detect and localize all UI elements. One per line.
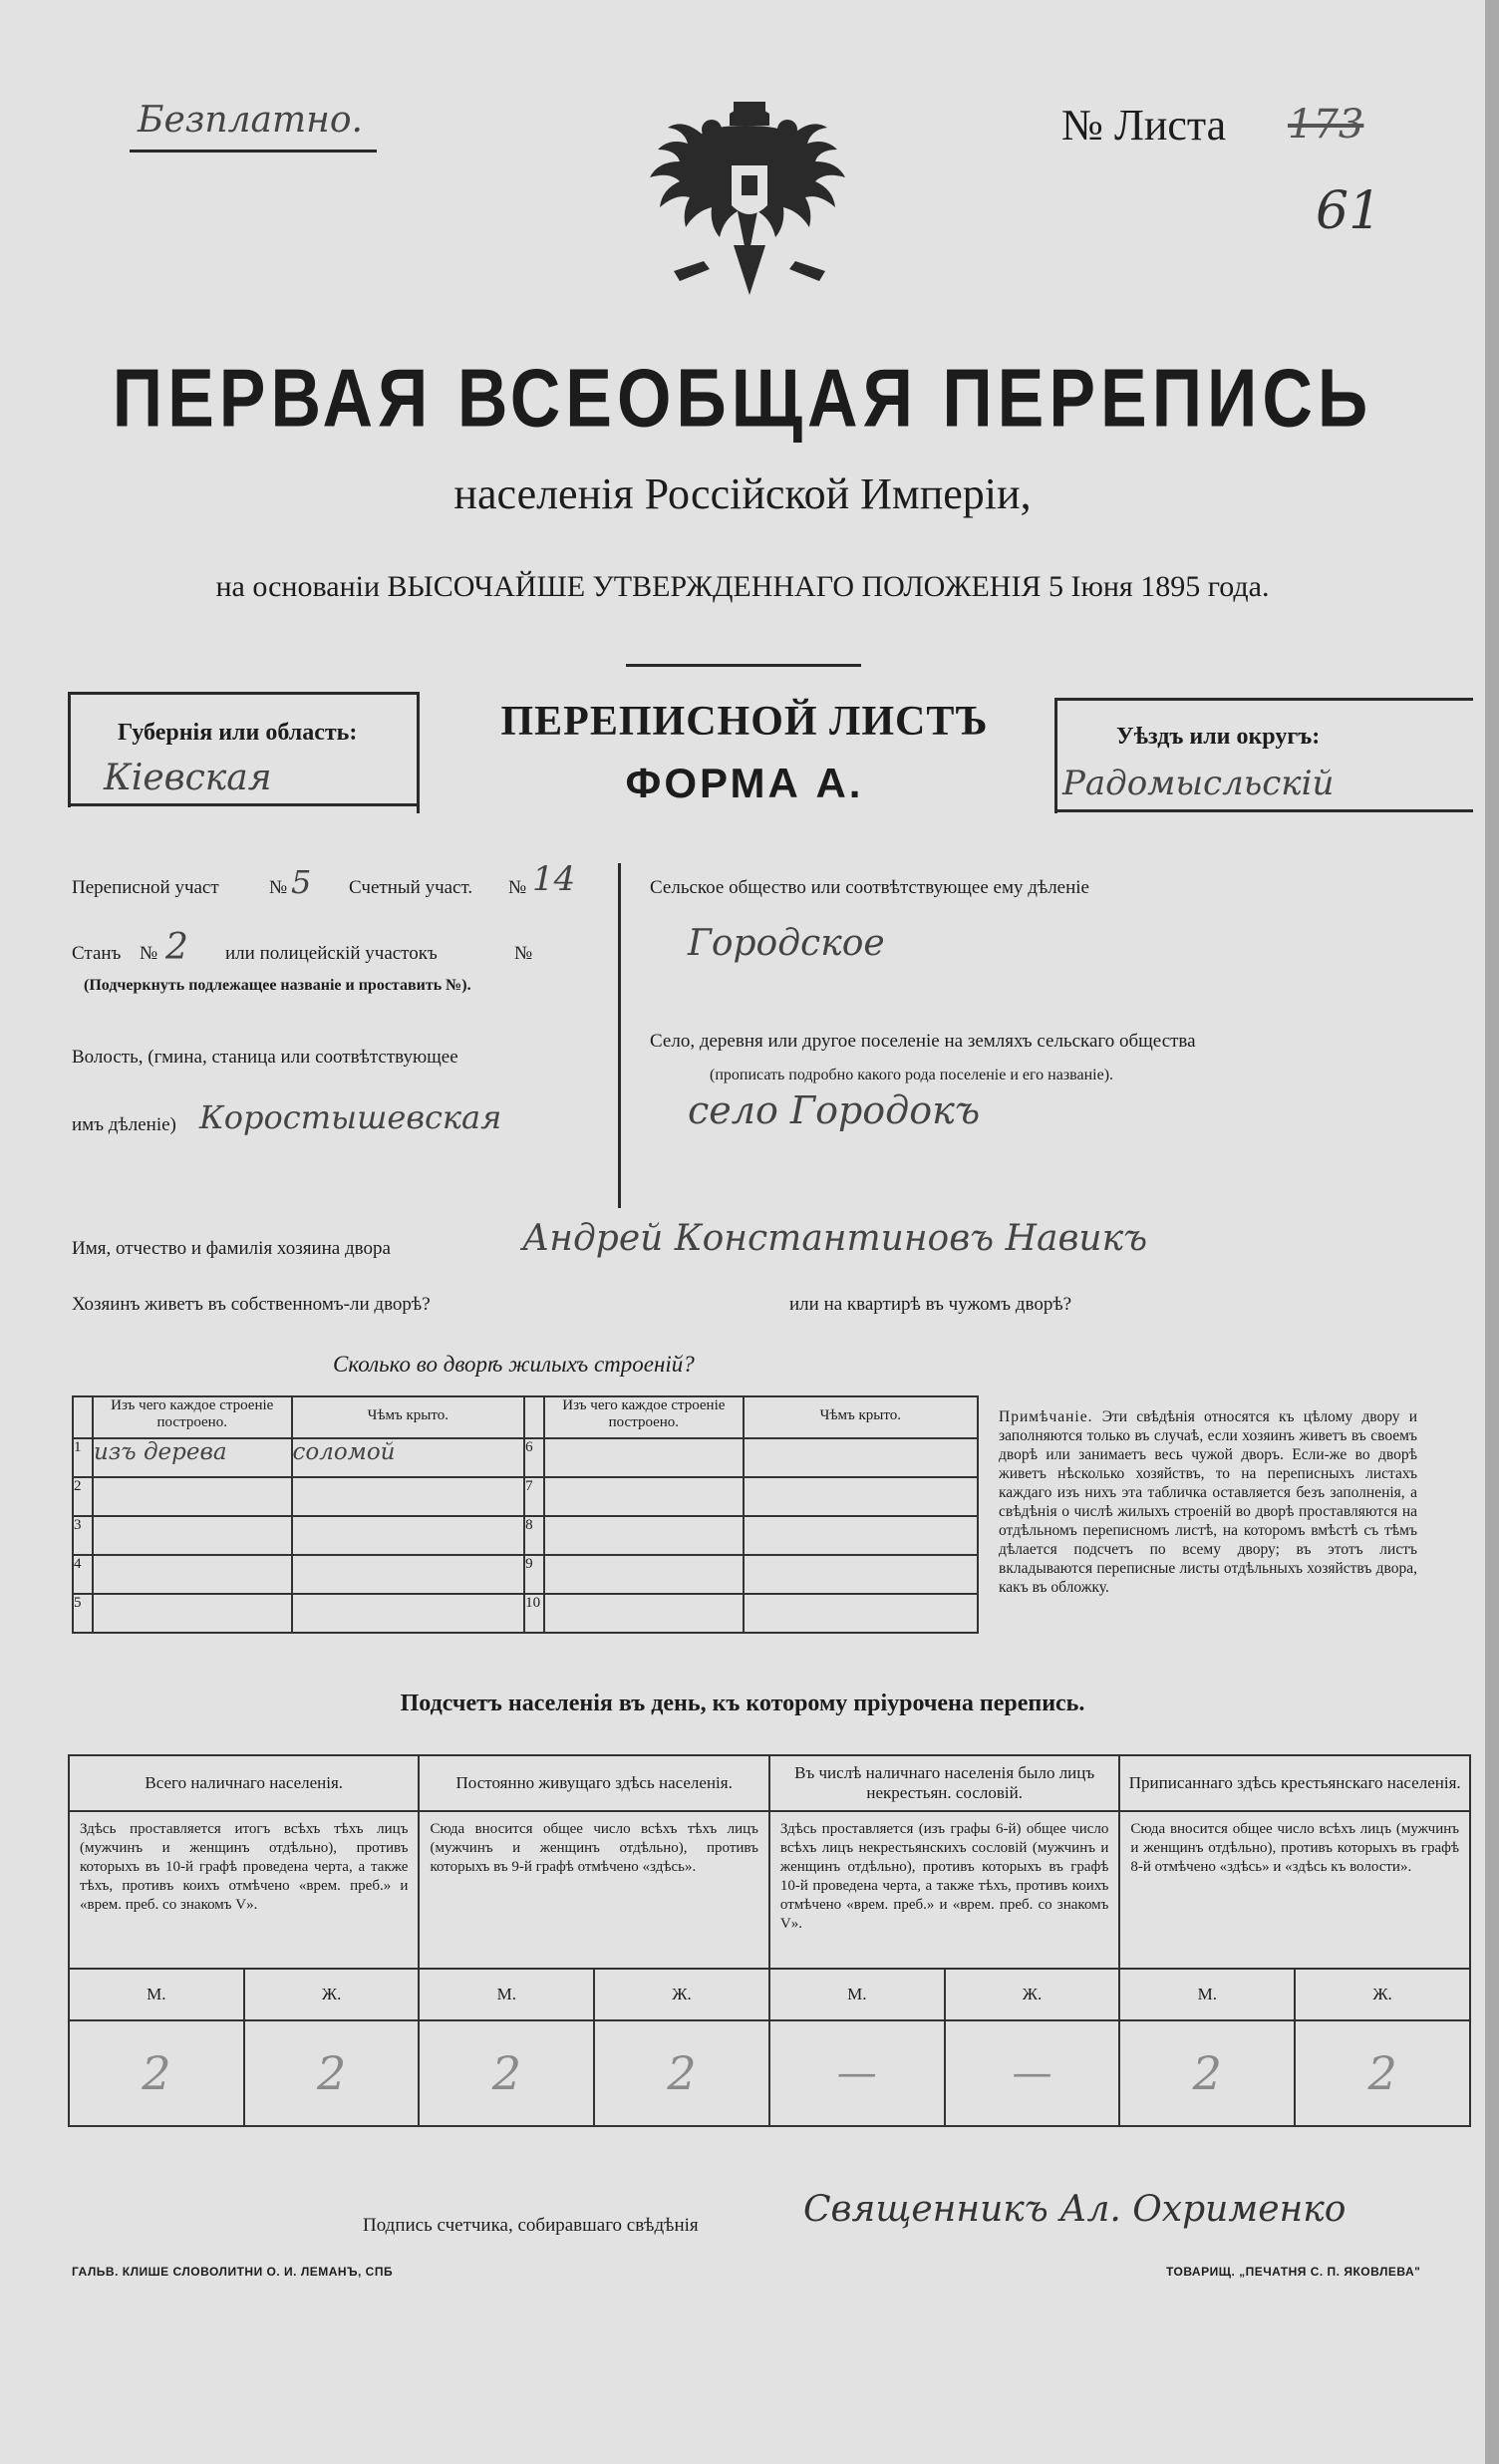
stan-value: 2 (165, 927, 188, 968)
male-label: М. (69, 1969, 244, 2020)
owner-value: Андрей Константиновъ Навикъ (522, 1218, 1148, 1259)
schet-no-sign: № (508, 877, 527, 898)
uchast-label: Переписной участ (72, 877, 219, 898)
uezd-value: Радомысльскій (1062, 764, 1335, 803)
form-title: ПЕРЕПИСНОЙ ЛИСТЪ (500, 699, 989, 745)
male-label: М. (1119, 1969, 1295, 2020)
society-label: Сельское общество или соотвѣтствующее ему дѣленіе (650, 877, 1089, 898)
table-row: 4 9 (73, 1555, 978, 1594)
note-block (999, 1407, 1417, 1597)
note-text: Эти свѣдѣнія относятся къ цѣлому двору и заполняются только въ случаѣ, если хозяинъ живетъ въ своемъ дворѣ или занимаетъ весь чужой дворъ. Если-же во дворѣ живетъ нѣсколько хозяйствъ, то на переписныхъ листахъ каждаго изъ нихъ эта табличка оставляется безъ заполненія, а свѣдѣнія о числѣ жилыхъ строеній во дворѣ проставляются на отдѣльномъ переписномъ листѣ, на которомъ вмѣстѣ съ тѣмъ дѣлается подсчетъ по всему двору; въ этотъ листъ вкладываются переписные листы отдѣльныхъ хозяйствъ двора, какъ въ обложку. (999, 1408, 1418, 1596)
uezd-label: Уѣздъ или округъ: (1116, 724, 1321, 750)
buildings-title: Сколько во дворѣ жилыхъ строеній? (333, 1352, 695, 1377)
col-head-peasant: Приписаннаго здѣсь крестьянскаго населенія. (1119, 1755, 1470, 1811)
female-label: Ж. (945, 1969, 1120, 2020)
col-desc-peasant: Сюда вносится общее число всѣхъ лицъ (мужчинъ и женщинъ отдѣльно), противъ которыхъ въ графѣ 8-й отмѣчено «здѣсь» и «здѣсь къ волости». (1119, 1811, 1470, 1969)
total-male-value: 2 (69, 2020, 244, 2126)
free-label: Безплатно. (138, 100, 363, 141)
col-head-non-peasant: Въ числѣ наличнаго населенія было лицъ некрестьян. сословій. (769, 1755, 1120, 1811)
sheet-number-label: № Листа (1061, 101, 1227, 150)
volost-label-2: имъ дѣленіе) (72, 1114, 176, 1135)
volost-label: Волость, (гмина, станица или соотвѣтствующее (72, 1047, 458, 1068)
schet-value: 14 (532, 859, 576, 899)
uchast-value: 5 (291, 863, 312, 901)
police-label: или полицейскій участокъ (225, 943, 438, 964)
own-yard-question: Хозяинъ живетъ въ собственномъ-ли дворѣ? (72, 1294, 431, 1315)
col-head-permanent: Постоянно живущаго здѣсь населенія. (419, 1755, 768, 1811)
total-female-value: 2 (244, 2020, 420, 2126)
non-peasant-male-value: — (769, 2020, 945, 2126)
village-note: (прописать подробно какого рода поселеніе и его названіе). (710, 1067, 1114, 1083)
permanent-female-value: 2 (594, 2020, 769, 2126)
gubernia-label: Губернія или область: (118, 720, 358, 746)
printer-right: ТОВАРИЩ. „ПЕЧАТНЯ С. П. ЯКОВЛЕВА" (1166, 2265, 1421, 2279)
non-peasant-female-value: — (945, 2020, 1120, 2126)
printer-left: ГАЛЬВ. КЛИШЕ СЛОВОЛИТНИ О. И. ЛЕМАНЪ, СПБ (72, 2265, 394, 2279)
table-row: 5 10 (73, 1594, 978, 1633)
peasant-female-value: 2 (1295, 2020, 1470, 2126)
col-desc-total: Здѣсь проставляется итогъ всѣхъ тѣхъ лицъ (мужчинъ и женщинъ отдѣльно), противъ которыхъ въ 10-й графѣ проведена черта, а также тѣхъ, противъ коихъ отмѣчено «врем. преб.» и «врем. преб. со знакомъ V». (69, 1811, 419, 1969)
col-built-right: Изъ чего каждое строеніе построено. (544, 1396, 744, 1438)
divider (130, 150, 377, 153)
sheet-number: 61 (1316, 181, 1382, 241)
other-yard-question: или на квартирѣ въ чужомъ дворѣ? (789, 1294, 1072, 1315)
signature-value: Священникъ Ал. Охрименко (803, 2189, 1347, 2230)
col-head-total: Всего наличнаго населенія. (69, 1755, 419, 1811)
society-value: Городское (688, 923, 885, 964)
sheet-number-struck: 173 (1288, 102, 1364, 148)
uchast-no-sign: № (269, 877, 288, 898)
table-row: 2 7 (73, 1477, 978, 1516)
ornament-divider (626, 664, 861, 667)
col-roof-left: Чѣмъ крыто. (292, 1396, 525, 1438)
female-label: Ж. (1295, 1969, 1470, 2020)
col-desc-non-peasant: Здѣсь проставляется (изъ графы 6-й) общее число всѣхъ лицъ некрестьянскихъ сословій (мужчинъ и женщинъ отдѣльно), противъ которыхъ въ графѣ 10-й проведена черта, а также тѣхъ, противъ коихъ отмѣчено «врем. преб.» и «врем. преб. со знакомъ V». (769, 1811, 1120, 1969)
col-desc-permanent: Сюда вносится общее число всѣхъ тѣхъ лицъ (мужчинъ и женщинъ отдѣльно), противъ которыхъ въ 9-й графѣ отмѣчено «здѣсь». (419, 1811, 768, 1969)
buildings-table (72, 1395, 979, 1634)
basis-line: на основаніи ВЫСОЧАЙШЕ УТВЕРЖДЕННАГО ПОЛОЖЕНІЯ 5 Іюня 1895 года. (215, 570, 1270, 603)
form-name: ФОРМА А. (625, 760, 864, 806)
village-value: село Городокъ (688, 1088, 981, 1132)
page-edge (1485, 0, 1499, 2464)
peasant-male-value: 2 (1119, 2020, 1295, 2126)
owner-label: Имя, отчество и фамилія хозяина двора (72, 1238, 391, 1259)
table-row: 1 изъ дерева соломой 6 (73, 1438, 978, 1477)
schet-label: Счетный участ. (349, 877, 473, 898)
male-label: М. (419, 1969, 594, 2020)
female-label: Ж. (594, 1969, 769, 2020)
roof-value: соломой (292, 1438, 525, 1477)
main-title: ПЕРВАЯ ВСЕОБЩАЯ ПЕРЕПИСЬ (112, 352, 1373, 445)
stan-label: Станъ (72, 943, 122, 964)
count-title: Подсчетъ населенія въ день, къ которому пріурочена перепись. (400, 1691, 1085, 1716)
col-roof-right: Чѣмъ крыто. (744, 1396, 978, 1438)
double-headed-eagle-emblem (634, 96, 865, 311)
col-built-left: Изъ чего каждое строеніе построено. (93, 1396, 292, 1438)
built-value: изъ дерева (93, 1438, 292, 1477)
subtitle: населенія Россійской Имперіи, (453, 469, 1032, 518)
gubernia-value: Кіевская (104, 758, 272, 798)
table-row: 3 8 (73, 1516, 978, 1555)
police-no-sign: № (514, 943, 533, 964)
permanent-male-value: 2 (419, 2020, 594, 2126)
note-title: Примѣчаніе. (999, 1408, 1093, 1425)
village-label: Село, деревня или другое поселеніе на земляхъ сельскаго общества (650, 1031, 1196, 1052)
male-label: М. (769, 1969, 945, 2020)
volost-value: Коростышевская (199, 1098, 502, 1136)
population-table (68, 1754, 1471, 2127)
signature-label: Подпись счетчика, собиравшаго свѣдѣнія (363, 2215, 699, 2236)
underline-note: (Подчеркнуть подлежащее названіе и проставить №). (84, 977, 471, 994)
stan-no-sign: № (140, 943, 158, 964)
column-divider (618, 863, 621, 1208)
female-label: Ж. (244, 1969, 420, 2020)
